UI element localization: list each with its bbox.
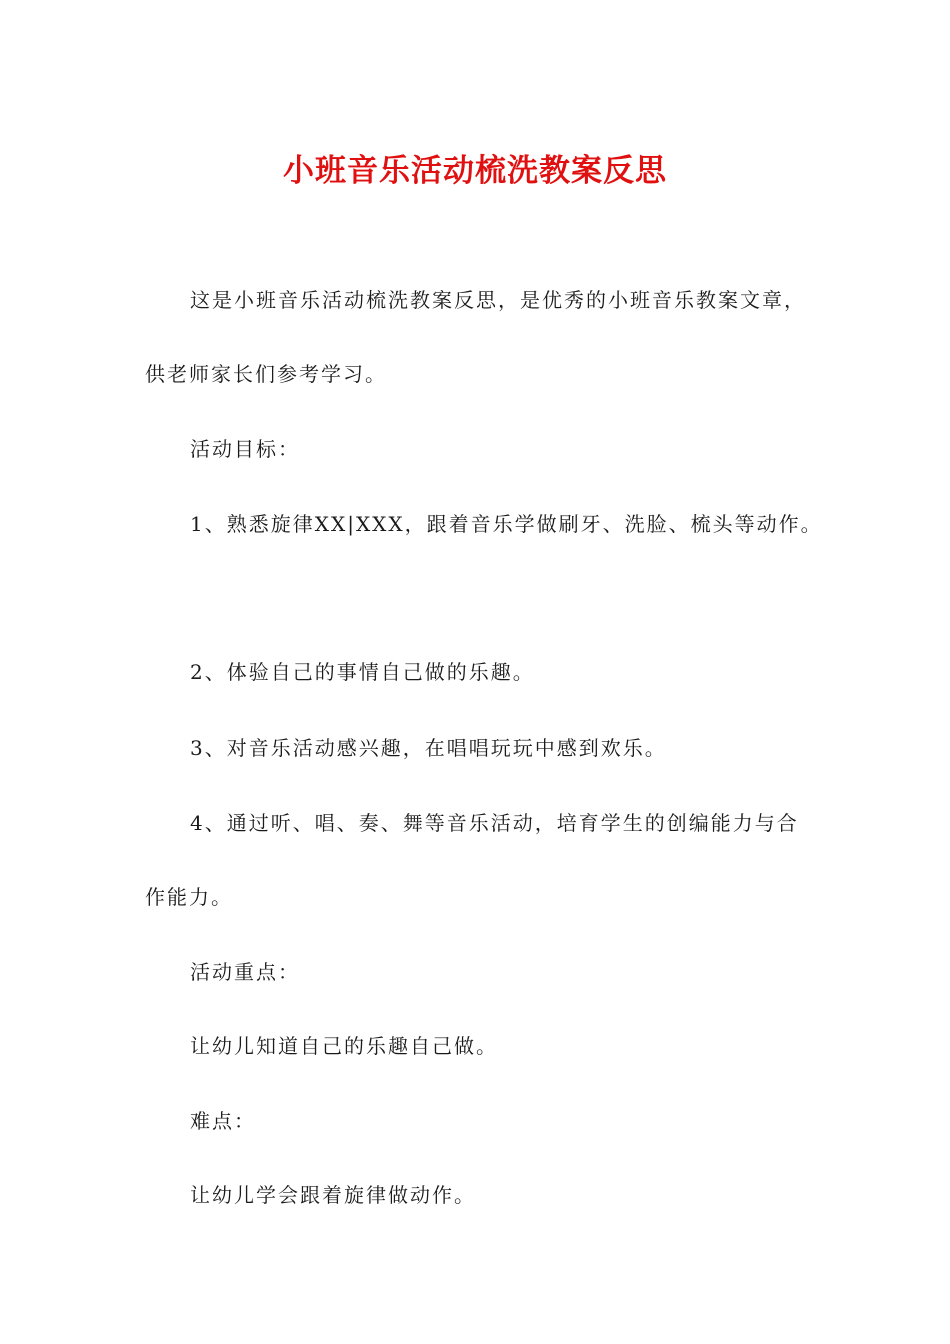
- goal-item-1: 1、熟悉旋律XX|XXX，跟着音乐学做刷牙、洗脸、梳头等动作。: [190, 512, 823, 536]
- heading-activity-focus: 活动重点：: [190, 960, 300, 984]
- heading-difficulty: 难点：: [190, 1109, 256, 1133]
- goal-item-3: 3、对音乐活动感兴趣，在唱唱玩玩中感到欢乐。: [190, 736, 667, 760]
- paragraph-intro-line-2: 供老师家长们参考学习。: [145, 362, 387, 386]
- heading-activity-goals: 活动目标：: [190, 437, 300, 461]
- document-title: 小班音乐活动梳洗教案反思: [283, 153, 667, 189]
- goal-item-2: 2、体验自己的事情自己做的乐趣。: [190, 660, 535, 684]
- activity-focus-text: 让幼儿知道自己的乐趣自己做。: [190, 1034, 498, 1058]
- goal-item-4-line-2: 作能力。: [145, 885, 233, 909]
- difficulty-text: 让幼儿学会跟着旋律做动作。: [190, 1183, 476, 1207]
- paragraph-intro-line-1: 这是小班音乐活动梳洗教案反思，是优秀的小班音乐教案文章，: [190, 288, 806, 312]
- goal-item-4-line-1: 4、通过听、唱、奏、舞等音乐活动，培育学生的创编能力与合: [190, 811, 799, 835]
